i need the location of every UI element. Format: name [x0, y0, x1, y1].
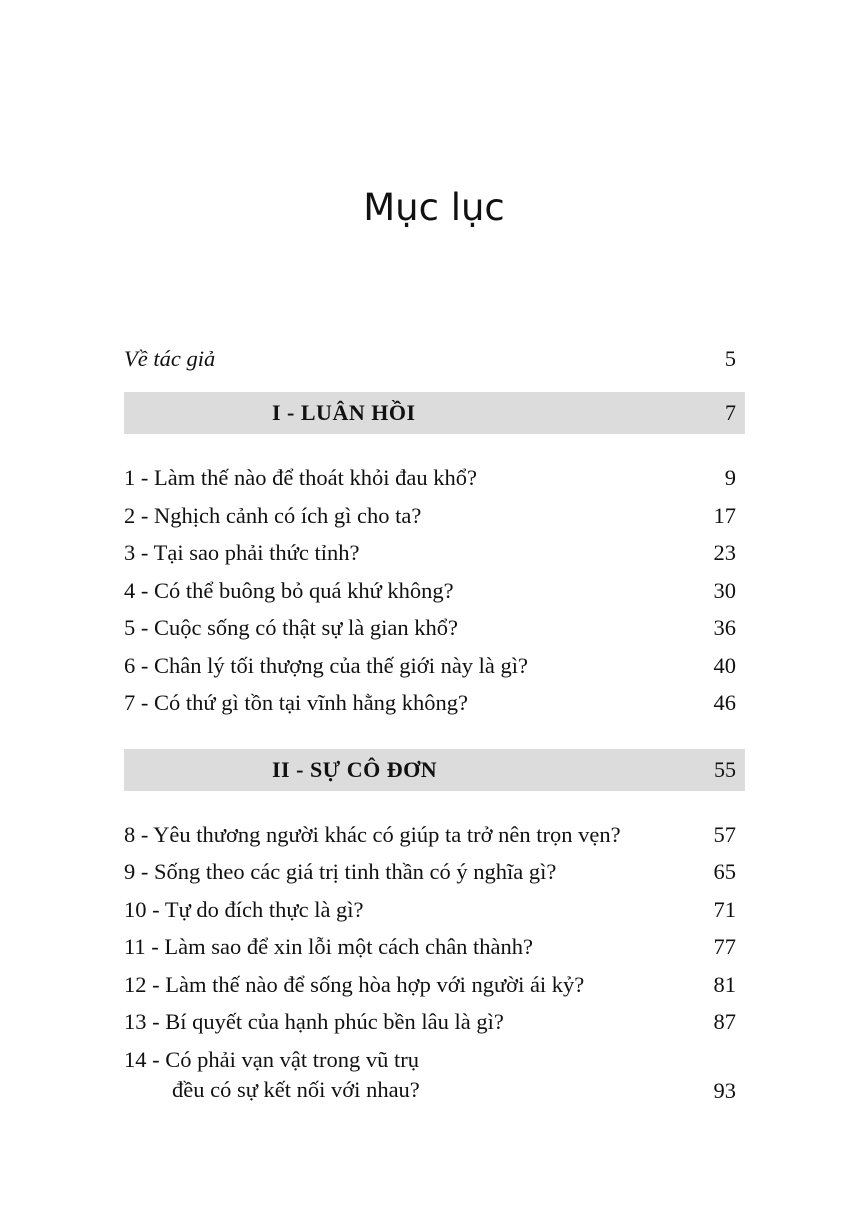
toc-entry-label: 4 - Có thể buông bỏ quá khứ không?: [124, 578, 454, 603]
toc-entry-page: 17: [713, 503, 736, 528]
toc-entry-label-line1: 14 - Có phải vạn vật trong vũ trụ: [124, 1047, 419, 1072]
toc-entry-page: 9: [724, 465, 736, 490]
toc-entry-label: 13 - Bí quyết của hạnh phúc bền lâu là gì?: [124, 1009, 504, 1034]
toc-entry-about-author[interactable]: [124, 340, 745, 378]
toc-entry[interactable]: [124, 853, 745, 891]
toc-entry-label: Về tác giả: [124, 346, 216, 371]
toc-entry-page: 65: [713, 859, 736, 884]
toc-entry-label: 8 - Yêu thương người khác có giúp ta trở nên trọn vẹn?: [124, 822, 621, 847]
toc-entry-page: 81: [713, 972, 736, 997]
toc-entry-page: 5: [724, 346, 736, 371]
toc-entry[interactable]: [124, 816, 745, 854]
page-title: Mục lục: [363, 186, 505, 229]
toc-entry[interactable]: [124, 459, 745, 497]
toc-entry-label: 7 - Có thứ gì tồn tại vĩnh hằng không?: [124, 690, 469, 715]
toc-entry[interactable]: [124, 966, 745, 1004]
toc-entry-label: 10 - Tự do đích thực là gì?: [124, 897, 364, 922]
toc-entry[interactable]: [124, 1003, 745, 1041]
toc-section-part-1[interactable]: [124, 392, 745, 434]
toc-entry[interactable]: [124, 534, 745, 572]
toc-entry-label: 5 - Cuộc sống có thật sự là gian khổ?: [124, 615, 459, 640]
toc-entry-page: 77: [713, 934, 736, 959]
section-heading: I - LUÂN HỒI: [272, 400, 416, 425]
toc-entry-page: 87: [713, 1009, 736, 1034]
toc-entry-label: 6 - Chân lý tối thượng của thế giới này là gì?: [124, 653, 529, 678]
toc-entry[interactable]: [124, 609, 745, 647]
toc-entry[interactable]: [124, 1043, 745, 1113]
toc-entry-page: 46: [713, 690, 736, 715]
toc-entry-page: 57: [713, 822, 736, 847]
toc-entry[interactable]: [124, 647, 745, 685]
toc-entry[interactable]: [124, 684, 745, 722]
toc-entry-label-line2: đều có sự kết nối với nhau?: [172, 1077, 420, 1102]
toc-entry-label: 2 - Nghịch cảnh có ích gì cho ta?: [124, 503, 422, 528]
toc-entry-label: 11 - Làm sao để xin lỗi một cách chân thành?: [124, 934, 534, 959]
toc-entry[interactable]: [124, 891, 745, 929]
toc-entry[interactable]: [124, 497, 745, 535]
toc-entry-label: 12 - Làm thế nào để sống hòa hợp với người ái kỷ?: [124, 972, 585, 997]
toc-entry-label: 3 - Tại sao phải thức tỉnh?: [124, 540, 360, 565]
toc-entry-page: 71: [713, 897, 736, 922]
section-page: 7: [725, 400, 736, 425]
toc-entry-page: 93: [713, 1078, 736, 1103]
toc-entry-page: 36: [713, 615, 736, 640]
toc-section-part-2[interactable]: [124, 749, 745, 791]
toc-entry-page: 40: [713, 653, 736, 678]
toc-entry[interactable]: [124, 928, 745, 966]
toc-entry[interactable]: [124, 572, 745, 610]
toc-entry-label: 9 - Sống theo các giá trị tinh thần có ý nghĩa gì?: [124, 859, 557, 884]
section-heading: II - SỰ CÔ ĐƠN: [272, 757, 438, 782]
section-page: 55: [714, 757, 736, 782]
toc-entry-label: [124, 1045, 420, 1105]
toc-entry-page: 23: [713, 540, 736, 565]
toc-entry-page: 30: [713, 578, 736, 603]
toc-entry-label: 1 - Làm thế nào để thoát khỏi đau khổ?: [124, 465, 478, 490]
